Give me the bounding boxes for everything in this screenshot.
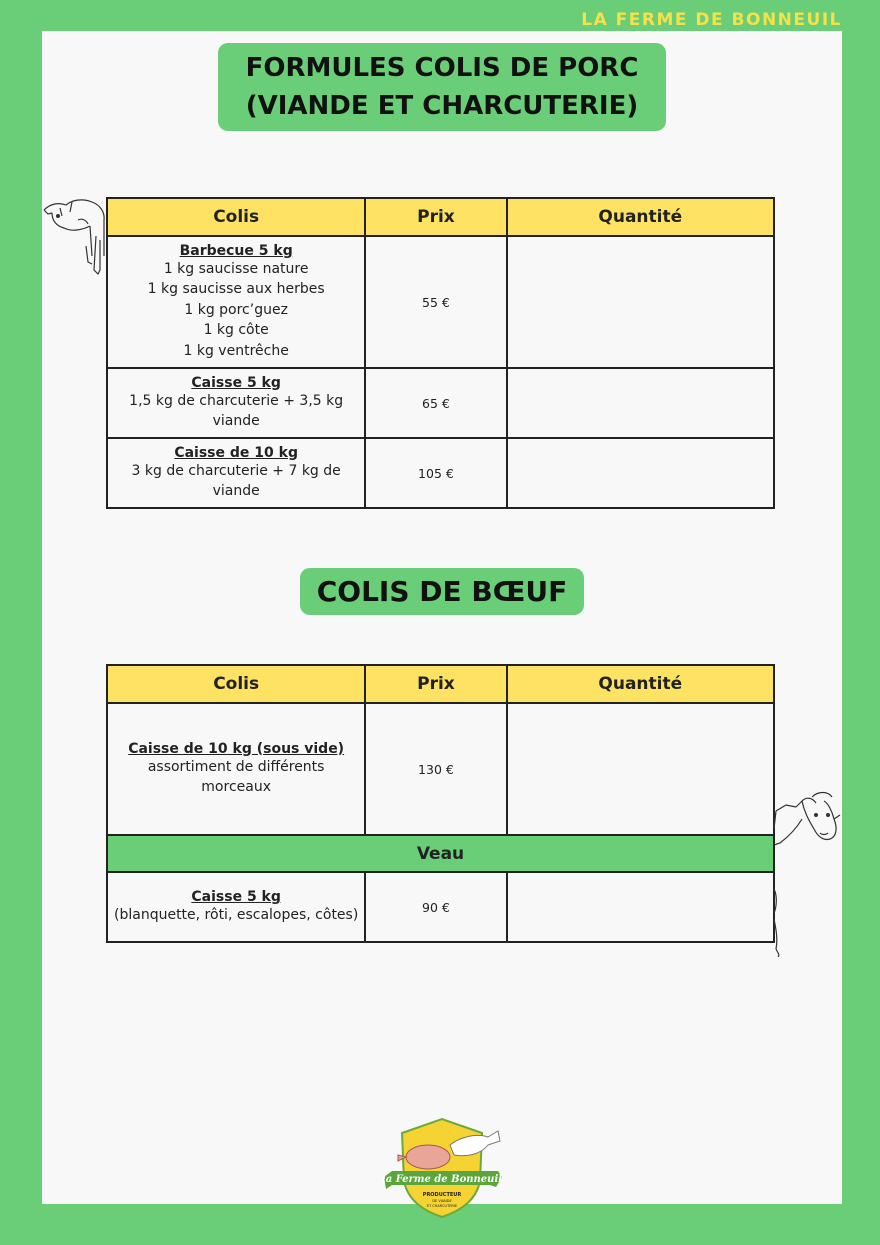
item-title-main: Caisse de 10 kg [128, 740, 252, 757]
table-row [107, 368, 774, 438]
logo-viande: DE VIANDE [432, 1199, 452, 1203]
price-cell: 90 € [365, 872, 506, 942]
header-colis: Colis [107, 665, 365, 703]
item-line: 1 kg côte [203, 322, 269, 339]
quantity-cell[interactable] [507, 438, 774, 508]
item-title: Caisse 5 kg [191, 374, 281, 391]
colis-cell [107, 438, 365, 508]
price-cell: 65 € [365, 368, 506, 438]
item-line: 1 kg porc’guez [184, 301, 288, 318]
table-row [107, 236, 774, 368]
logo-name: la Ferme de Bonneuil [381, 1174, 503, 1185]
colis-cell [107, 703, 365, 835]
beef-table [106, 664, 775, 943]
item-line: 1 kg saucisse aux herbes [147, 281, 325, 298]
brand-header: LA FERME DE BONNEUIL [581, 10, 842, 30]
colis-cell [107, 872, 365, 942]
veau-label: Veau [107, 835, 774, 872]
item-line: assortiment de différents [147, 758, 325, 775]
veau-subheader-row [107, 835, 774, 872]
pork-title-line1: FORMULES COLIS DE PORC [245, 53, 639, 83]
header-prix: Prix [365, 665, 506, 703]
item-line: 1,5 kg de charcuterie + 3,5 kg [129, 392, 344, 409]
beef-section-title: COLIS DE BŒUF [300, 568, 584, 615]
pig-icon [406, 1145, 450, 1169]
price-cell: 55 € [365, 236, 506, 368]
price-cell: 130 € [365, 703, 506, 835]
price-cell: 105 € [365, 438, 506, 508]
header-quantite: Quantité [507, 198, 774, 236]
table-row [107, 872, 774, 942]
pig-illustration [42, 196, 108, 278]
colis-cell [107, 236, 365, 368]
cow-illustration [772, 789, 842, 957]
item-title: Barbecue 5 kg [179, 242, 293, 259]
item-line: (blanquette, rôti, escalopes, côtes) [114, 906, 359, 923]
quantity-cell[interactable] [507, 236, 774, 368]
item-title: Caisse 5 kg [191, 888, 281, 905]
quantity-cell[interactable] [507, 368, 774, 438]
farm-logo [380, 1111, 506, 1219]
item-line: morceaux [201, 779, 271, 795]
colis-cell [107, 368, 365, 438]
pork-section-title [218, 43, 666, 131]
header-quantite: Quantité [507, 665, 774, 703]
item-line: viande [212, 483, 260, 499]
table-header-row [107, 198, 774, 236]
logo-producer: PRODUCTEUR [422, 1192, 462, 1198]
item-line: 1 kg ventrêche [183, 342, 289, 359]
table-row [107, 703, 774, 835]
pork-title-line2: (VIANDE ET CHARCUTERIE) [245, 91, 639, 121]
header-prix: Prix [365, 198, 506, 236]
item-title-extra: (sous vide) [251, 740, 345, 757]
item-line: 1 kg saucisse nature [163, 260, 309, 277]
item-line: viande [212, 413, 260, 429]
item-title [110, 741, 362, 757]
item-line: 3 kg de charcuterie + 7 kg de [131, 462, 341, 479]
table-row [107, 438, 774, 508]
pork-table [106, 197, 775, 509]
menu-sheet [42, 31, 842, 1208]
header-colis: Colis [107, 198, 365, 236]
item-title: Caisse de 10 kg [174, 444, 298, 461]
table-header-row [107, 665, 774, 703]
logo-charcuterie: ET CHARCUTERIE [426, 1204, 458, 1208]
quantity-cell[interactable] [507, 872, 774, 942]
quantity-cell[interactable] [507, 703, 774, 835]
